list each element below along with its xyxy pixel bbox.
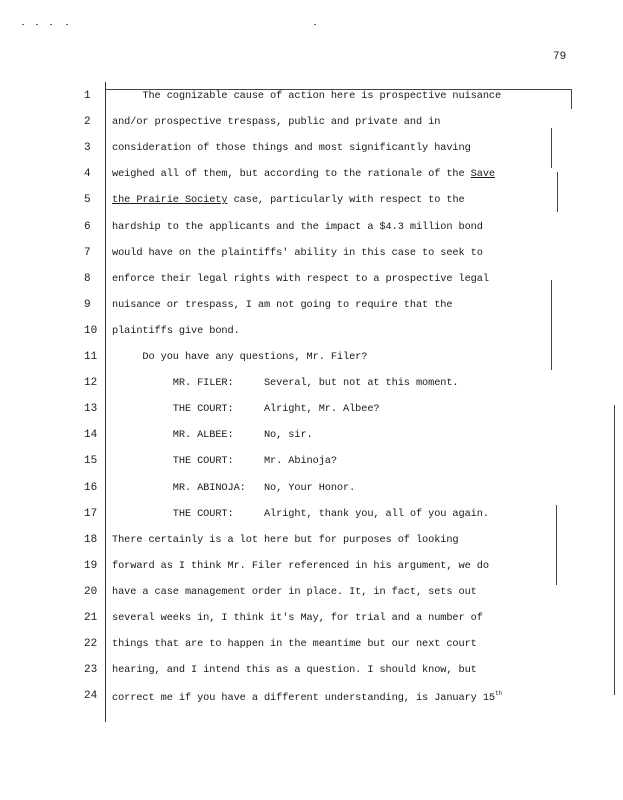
transcript-line <box>112 612 483 624</box>
line-text: and/or prospective trespass, public and private and in <box>112 116 441 129</box>
page-number: 79 <box>553 51 567 63</box>
scan-speck <box>66 24 68 25</box>
line-text: MR. FILER: Several, but not at this moment. <box>112 377 459 390</box>
transcript-line <box>112 325 240 337</box>
revision-bar <box>551 280 552 370</box>
line-text: would have on the plaintiffs' ability in this case to seek to <box>112 246 483 259</box>
line-number: 20 <box>84 585 98 598</box>
line-number: 12 <box>84 377 98 390</box>
line-number: 16 <box>84 481 98 494</box>
page-edge-line <box>614 405 615 695</box>
transcript-line <box>112 560 489 572</box>
line-text: several weeks in, I think it's May, for trial and a number of <box>112 612 483 624</box>
revision-bar <box>556 505 557 585</box>
transcript-line <box>112 429 313 441</box>
line-text: The cognizable cause of action here is prospective nuisance <box>112 90 502 102</box>
line-text: things that are to happen in the meantime but our next court <box>112 638 477 651</box>
line-text: weighed all of them, but according to the rationale of the <box>112 168 471 181</box>
transcript-line <box>112 247 483 259</box>
transcript-line <box>112 664 477 676</box>
scan-speck <box>36 24 38 25</box>
line-number: 24 <box>84 690 98 703</box>
line-number: 19 <box>84 559 98 572</box>
transcript-line <box>112 221 483 233</box>
line-text: MR. ABINOJA: No, Your Honor. <box>112 481 356 494</box>
transcript-line <box>112 690 502 704</box>
line-text: Do you have any questions, Mr. Filer? <box>112 351 368 363</box>
line-number: 13 <box>84 403 98 416</box>
line-number: 14 <box>84 429 98 442</box>
scan-speck <box>314 24 316 25</box>
transcript-line <box>112 455 337 467</box>
ordinal-suffix: th <box>495 690 503 698</box>
line-number: 21 <box>84 612 98 624</box>
line-text-after: case, particularly with respect to the <box>227 194 465 207</box>
transcript-line <box>112 586 477 598</box>
line-text: forward as I think Mr. Filer referenced in his argument, we do <box>112 559 489 572</box>
line-text: THE COURT: Alright, Mr. Albee? <box>112 403 380 416</box>
transcript-line <box>112 299 452 311</box>
transcript-line <box>112 403 379 415</box>
line-text: correct me if you have a different understanding, is January 15 <box>112 692 495 705</box>
revision-bar <box>551 128 552 168</box>
transcript-line <box>112 273 489 285</box>
scan-speck <box>22 24 24 25</box>
line-number: 10 <box>84 324 98 337</box>
transcript-line <box>112 534 459 546</box>
transcript-line <box>112 377 459 389</box>
line-number: 17 <box>84 507 98 520</box>
line-text: There certainly is a lot here but for purposes of looking <box>112 533 459 546</box>
line-text: hardship to the applicants and the impact a $4.3 million bond <box>112 220 483 233</box>
transcript-line <box>112 508 489 520</box>
underlined-case-name: Save <box>470 168 495 181</box>
line-number: 23 <box>84 664 98 677</box>
line-text: THE COURT: Mr. Abinoja? <box>112 455 337 468</box>
line-number: 6 <box>84 220 91 233</box>
transcript-line <box>112 142 471 154</box>
line-number: 2 <box>84 116 91 129</box>
line-number: 11 <box>84 351 98 363</box>
line-number: 22 <box>84 638 98 651</box>
line-number: 18 <box>84 533 98 546</box>
transcript-line <box>112 482 355 494</box>
transcript-line <box>112 168 495 180</box>
line-number: 7 <box>84 246 91 259</box>
line-text: hearing, and I intend this as a question. I should know, but <box>112 664 477 677</box>
line-number: 3 <box>84 142 91 155</box>
line-text: consideration of those things and most significantly having <box>112 142 471 155</box>
line-number: 4 <box>84 168 91 181</box>
revision-bar <box>557 172 558 212</box>
underlined-case-name: the Prairie Society <box>112 194 228 207</box>
line-number: 5 <box>84 194 91 207</box>
line-text: have a case management order in place. It, in fact, sets out <box>112 585 477 598</box>
transcript-line <box>112 351 367 363</box>
line-number: 1 <box>84 90 91 102</box>
scan-speck <box>50 24 52 25</box>
line-text: MR. ALBEE: No, sir. <box>112 429 313 442</box>
line-number: 8 <box>84 272 91 285</box>
line-text: THE COURT: Alright, thank you, all of you again. <box>112 507 489 520</box>
line-text: enforce their legal rights with respect to a prospective legal <box>112 272 489 285</box>
transcript-line <box>112 194 465 206</box>
line-number: 15 <box>84 455 98 468</box>
left-margin-rule <box>105 82 106 722</box>
transcript-line <box>112 90 501 102</box>
transcript-line <box>112 116 440 128</box>
line-text: plaintiffs give bond. <box>112 324 240 337</box>
transcript-line <box>112 638 477 650</box>
line-number: 9 <box>84 298 91 311</box>
line-text: nuisance or trespass, I am not going to require that the <box>112 298 453 311</box>
